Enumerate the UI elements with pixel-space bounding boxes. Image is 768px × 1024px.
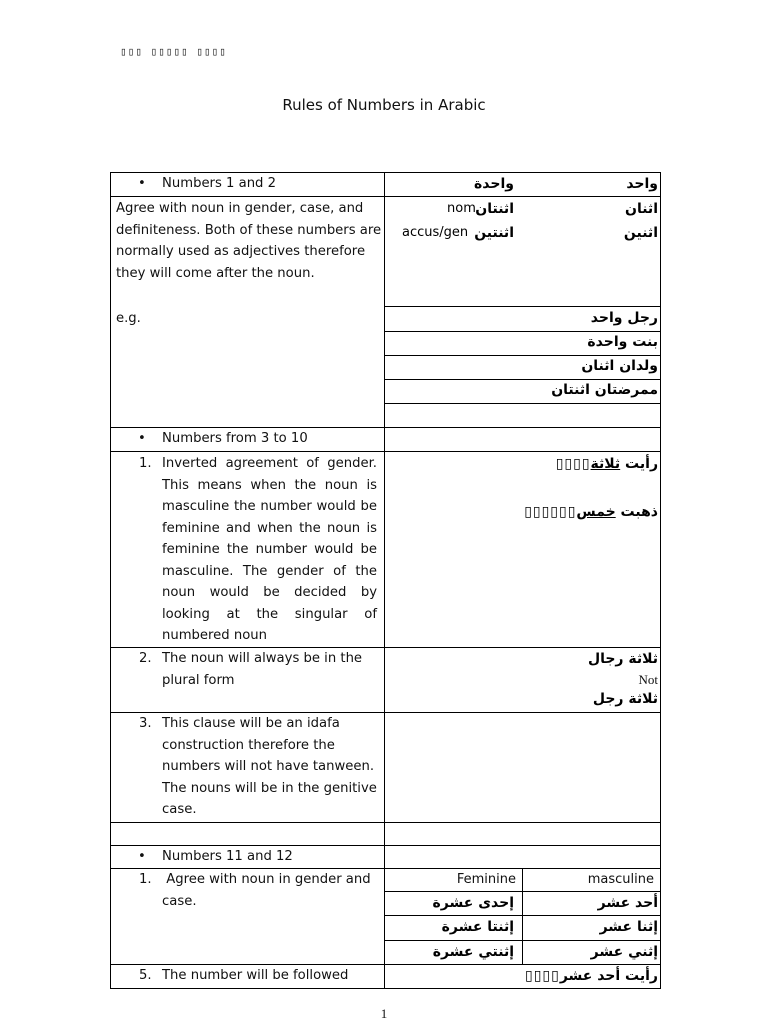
ex1-prefix: رأيت xyxy=(620,456,658,472)
example-4: ممرضتان اثنتان xyxy=(551,382,658,398)
row-line xyxy=(110,822,661,823)
arabic-fem-one: واحدة xyxy=(474,176,514,192)
arabic-dual-fem-accgen: اثنتين xyxy=(474,225,514,241)
rule-plural-form: The noun will always be in the plural form xyxy=(162,651,363,688)
rule-number: 2. xyxy=(139,651,152,666)
section1-description: Agree with noun in gender, case, and definiteness. Both of these numbers are normally used as adjectives therefore they will come after the noun. xyxy=(116,201,382,281)
arabic-dual-masc-accgen: اثنين xyxy=(623,225,658,241)
rule-idafa: This clause will be an idafa construction therefore the numbers will not have tanween. The nouns will be in the genitive case. xyxy=(162,716,377,817)
rule-number: 3. xyxy=(139,716,152,731)
rule-number: 1. xyxy=(139,456,152,471)
rule-followed: The number will be followed xyxy=(162,968,349,983)
masc-row-1: أحد عشر xyxy=(597,895,658,911)
fem-row-2: إثنتا عشرة xyxy=(441,919,514,935)
section-heading-numbers-1-2: • Numbers 1 and 2 xyxy=(162,173,276,195)
masc-row-3: إثني عشر xyxy=(590,944,658,960)
ex2-boxes: ▯▯▯▯▯▯ xyxy=(524,504,577,520)
example-three-men: ثلاثة رجال xyxy=(587,651,658,667)
example-3: ولدان اثنان xyxy=(581,358,658,374)
arabic-dual-masc-nom: اثنان xyxy=(625,201,658,217)
section-heading-numbers-11-12: • Numbers 11 and 12 xyxy=(162,846,293,868)
column-divider xyxy=(522,868,523,964)
column-divider xyxy=(384,172,385,989)
section-heading-numbers-3-10: • Numbers from 3 to 10 xyxy=(162,428,308,450)
label-accgen: accus/gen xyxy=(402,225,469,240)
ex5-boxes: ▯▯▯▯ xyxy=(524,968,560,984)
col-header-feminine: Feminine xyxy=(456,872,516,887)
ex2-prefix: ذهبت xyxy=(615,504,658,520)
masc-row-2: إثنا عشر xyxy=(599,919,658,935)
rule-number: 1. xyxy=(139,872,152,887)
ex1-underlined: ثلاثة xyxy=(590,456,621,472)
example-2: بنت واحدة xyxy=(587,334,658,350)
not-label: Not xyxy=(638,672,658,687)
label-nom: nom xyxy=(447,201,476,216)
header-text: ▯▯▯ ▯▯▯▯▯ ▯▯▯▯ xyxy=(120,45,227,58)
rule-agree-text: Agree with noun in gender and case. xyxy=(162,872,371,909)
ex5-prefix: رأيت أحد عشر xyxy=(559,968,658,984)
ex1-boxes: ▯▯▯▯ xyxy=(555,456,591,472)
example-1: رجل واحد xyxy=(590,310,658,326)
page-title: Rules of Numbers in Arabic xyxy=(282,96,486,114)
fem-row-3: إثنتي عشرة xyxy=(432,944,514,960)
arabic-masc-one: واحد xyxy=(626,176,658,192)
col-header-masculine: masculine xyxy=(587,872,654,887)
arabic-dual-fem-nom: اثنتان xyxy=(475,201,514,217)
page-number: 1 xyxy=(380,1006,388,1021)
example-five-boxed xyxy=(524,500,658,524)
rule-agree-gender-case xyxy=(162,869,380,912)
fem-row-1: إحدى عشرة xyxy=(432,895,514,911)
row-line xyxy=(384,403,661,404)
row-line xyxy=(110,196,661,197)
ex2-underlined: خمس xyxy=(576,504,616,520)
rule-inverted-agreement: Inverted agreement of gender. This means when the noun is masculine the number would be feminine and when the noun is feminine the number would be masculine. The gender of the noun would be decided by looking at the singular of numbered noun xyxy=(162,456,377,643)
example-three-boxed xyxy=(556,452,658,476)
section1-eg: e.g. xyxy=(116,311,141,326)
example-three-man-wrong: ثلاثة رجل xyxy=(592,691,658,707)
rule-number: 5. xyxy=(139,968,152,983)
example-eleven-boxed xyxy=(525,964,658,988)
